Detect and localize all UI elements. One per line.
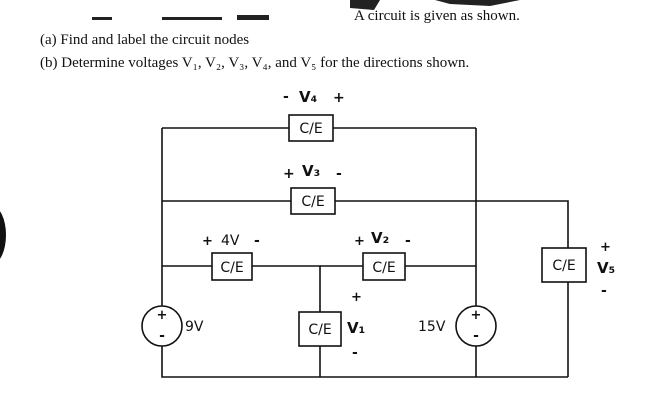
v4-plus-sign: + [333,90,345,106]
ce-element-top [289,115,333,141]
four-volt-plus-sign: + [202,234,213,249]
ce-element-left [212,253,252,280]
ce-element-label: C/E [301,194,325,210]
v4-label: V₄ [299,88,318,106]
ce-element-right [363,253,405,280]
source-9v-label: 9V [185,319,204,335]
v2-minus-sign: - [405,233,411,249]
source-minus-sign: - [159,328,165,344]
ce-element-label: C/E [299,121,323,137]
v1-label: V₁ [347,319,366,337]
ce-element-label: C/E [552,258,576,274]
ce-element-far-right [542,248,586,282]
v5-minus-sign: - [601,283,607,299]
ce-element-mid [291,188,335,214]
ce-element-bottom [299,312,341,346]
four-volt-minus-sign: - [254,233,260,249]
question-part-b: (b) Determine voltages V₁, V₂, V₃, V₄, and V₅ for the directions shown. [40,55,470,71]
voltage-source-15v [456,306,496,346]
problem-title: A circuit is given as shown. [354,8,520,24]
voltage-source-9v [142,306,182,346]
v3-minus-sign: - [336,166,342,182]
source-plus-sign: + [470,308,482,323]
v5-plus-sign: + [600,240,611,255]
ce-element-label: C/E [308,322,332,338]
v5-label: V₅ [597,259,616,277]
ce-element-label: C/E [372,260,396,276]
source-15v-label: 15V [418,319,446,335]
v1-minus-sign: - [352,345,358,361]
source-plus-sign: + [156,308,168,323]
v3-label: V₃ [302,162,321,180]
v4-minus-sign: - [283,89,289,105]
v1-plus-sign: + [351,290,362,305]
v2-label: V₂ [371,229,390,247]
source-minus-sign: - [473,328,479,344]
v2-plus-sign: + [354,234,365,249]
question-part-a: (a) Find and label the circuit nodes [40,32,250,48]
four-volt-label: 4V [221,233,240,249]
ce-element-label: C/E [220,260,244,276]
v3-plus-sign: + [283,166,295,182]
